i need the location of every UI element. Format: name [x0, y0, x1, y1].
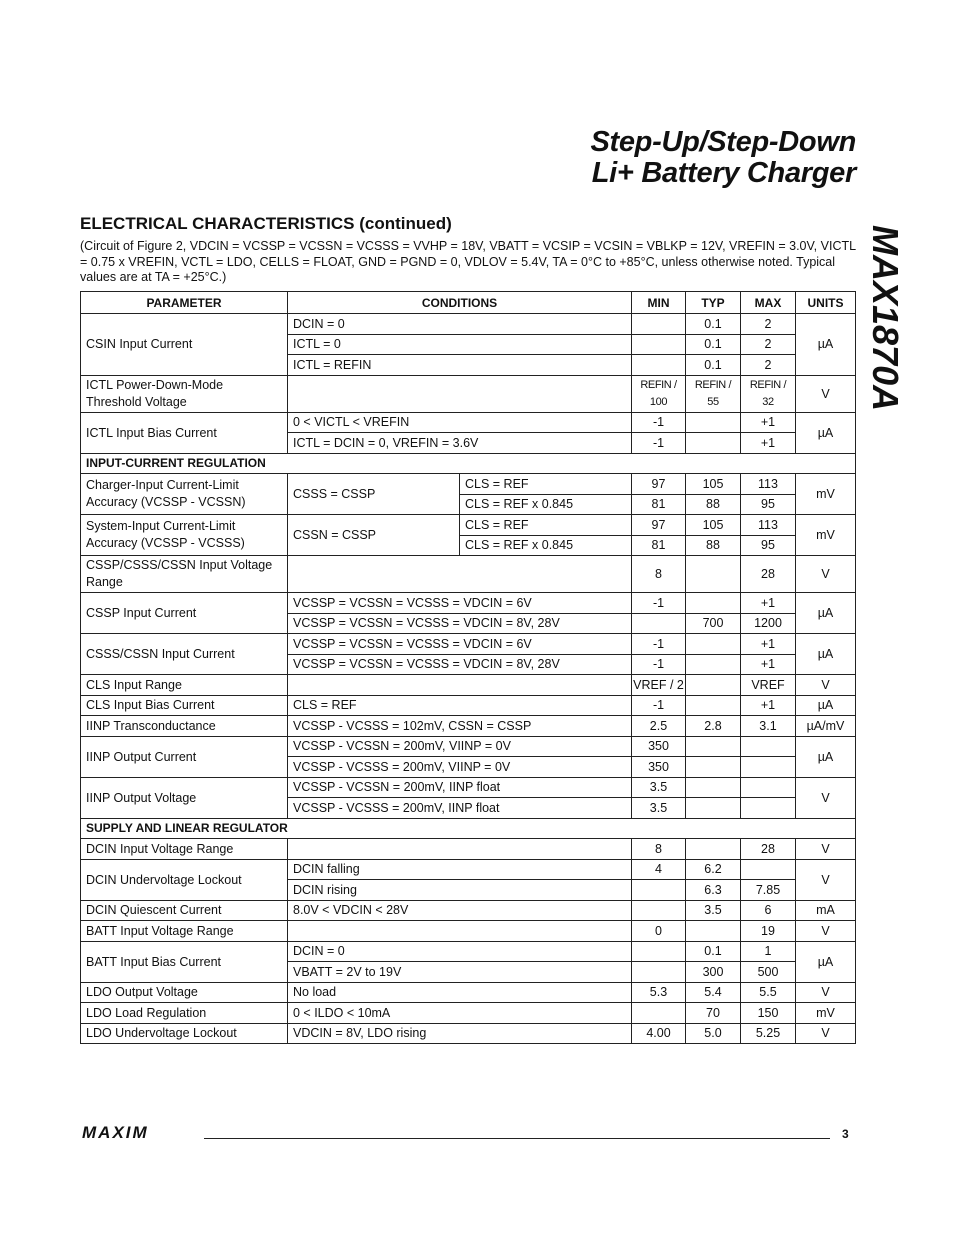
units-cell: V — [796, 859, 856, 900]
max-cell: 7.85 — [741, 880, 796, 901]
condition-cell: VCSSP - VCSSN = 200mV, VIINP = 0V — [288, 736, 632, 757]
table-row — [81, 634, 856, 655]
table-row — [81, 941, 856, 962]
condition-cell — [288, 839, 632, 860]
table-row — [81, 412, 856, 433]
min-cell: 350 — [632, 757, 686, 778]
table-row — [81, 1003, 856, 1024]
max-cell: 6 — [741, 900, 796, 921]
condition-cell: VCSSP - VCSSS = 200mV, IINP float — [288, 798, 632, 819]
value-line: 100 — [649, 395, 668, 408]
value-line: REFIN / — [749, 378, 787, 391]
min-cell: 0 — [632, 921, 686, 942]
units-cell: mV — [796, 515, 856, 556]
title-line-2: Li+ Battery Charger — [591, 157, 856, 189]
maxim-logo — [82, 1124, 192, 1145]
min-cell: VREF / 2 — [632, 675, 686, 696]
param-line: ICTL Power-Down-Mode — [86, 377, 224, 392]
param-cell — [81, 375, 288, 412]
min-cell: -1 — [632, 593, 686, 614]
condition-cell: VCSSP = VCSSN = VCSSS = VDCIN = 6V — [288, 634, 632, 655]
header-conditions: CONDITIONS — [288, 292, 632, 314]
maxim-logo-mark — [82, 1124, 192, 1140]
max-cell — [741, 375, 796, 412]
typ-cell: 300 — [686, 962, 741, 983]
units-cell: V — [796, 839, 856, 860]
condition-cell — [288, 375, 632, 412]
header-row — [81, 292, 856, 314]
min-cell — [632, 355, 686, 376]
min-cell: 97 — [632, 515, 686, 536]
max-cell: +1 — [741, 593, 796, 614]
table-row — [81, 515, 856, 536]
units-cell: V — [796, 982, 856, 1003]
units-cell: V — [796, 921, 856, 942]
typ-cell — [686, 556, 741, 593]
param-cell: CSIN Input Current — [81, 314, 288, 376]
condition-cell: 0 < ILDO < 10mA — [288, 1003, 632, 1024]
min-cell — [632, 375, 686, 412]
units-cell: µA/mV — [796, 716, 856, 737]
condition-cell: CSSS = CSSP — [288, 474, 460, 515]
units-cell: V — [796, 777, 856, 818]
min-cell: 3.5 — [632, 798, 686, 819]
condition-cell: VCSSP = VCSSN = VCSSS = VDCIN = 6V — [288, 593, 632, 614]
header-typ: TYP — [686, 292, 741, 314]
param-line: Threshold Voltage — [86, 394, 187, 409]
table-row — [81, 839, 856, 860]
min-cell: -1 — [632, 695, 686, 716]
max-cell: +1 — [741, 695, 796, 716]
units-cell: mV — [796, 474, 856, 515]
units-cell: µA — [796, 634, 856, 675]
logo-text: MAXIM — [82, 1124, 149, 1140]
condition-cell: CSSN = CSSP — [288, 515, 460, 556]
param-cell: BATT Input Voltage Range — [81, 921, 288, 942]
condition-cell: 0 < VICTL < VREFIN — [288, 412, 632, 433]
header-max: MAX — [741, 292, 796, 314]
param-cell: CLS Input Range — [81, 675, 288, 696]
param-line: System-Input Current-Limit — [86, 519, 236, 533]
param-cell: IINP Output Current — [81, 736, 288, 777]
max-cell: 5.5 — [741, 982, 796, 1003]
subcondition-cell: CLS = REF — [460, 474, 632, 495]
param-cell: DCIN Input Voltage Range — [81, 839, 288, 860]
units-cell: V — [796, 675, 856, 696]
typ-cell — [686, 675, 741, 696]
max-cell: 113 — [741, 474, 796, 495]
max-cell: 28 — [741, 839, 796, 860]
min-cell — [632, 314, 686, 335]
param-cell — [81, 556, 288, 593]
param-line: Accuracy (VCSSP - VCSSN) — [86, 495, 246, 509]
max-cell — [741, 859, 796, 880]
table-row — [81, 556, 856, 593]
min-cell — [632, 613, 686, 634]
condition-cell: VBATT = 2V to 19V — [288, 962, 632, 983]
subcondition-cell: CLS = REF x 0.845 — [460, 535, 632, 556]
table-row — [81, 982, 856, 1003]
max-cell: 28 — [741, 556, 796, 593]
min-cell: 81 — [632, 494, 686, 515]
min-cell: -1 — [632, 433, 686, 454]
condition-cell: DCIN rising — [288, 880, 632, 901]
typ-cell — [686, 921, 741, 942]
param-cell: IINP Output Voltage — [81, 777, 288, 818]
param-cell: LDO Load Regulation — [81, 1003, 288, 1024]
min-cell: 8 — [632, 839, 686, 860]
value-line: 32 — [762, 395, 774, 408]
condition-cell: CLS = REF — [288, 695, 632, 716]
condition-cell: VCSSP - VCSSS = 200mV, VIINP = 0V — [288, 757, 632, 778]
max-cell: +1 — [741, 634, 796, 655]
typ-cell: 88 — [686, 494, 741, 515]
param-line: Accuracy (VCSSP - VCSSS) — [86, 536, 245, 550]
param-cell: DCIN Quiescent Current — [81, 900, 288, 921]
typ-cell — [686, 593, 741, 614]
units-cell: V — [796, 1023, 856, 1044]
typ-cell — [686, 695, 741, 716]
typ-cell: 70 — [686, 1003, 741, 1024]
condition-cell: DCIN falling — [288, 859, 632, 880]
header-min: MIN — [632, 292, 686, 314]
min-cell — [632, 1003, 686, 1024]
max-cell: +1 — [741, 654, 796, 675]
table-row — [81, 921, 856, 942]
typ-cell — [686, 839, 741, 860]
section-heading: ELECTRICAL CHARACTERISTICS (continued) — [80, 214, 452, 233]
table-row — [81, 695, 856, 716]
typ-cell: 88 — [686, 535, 741, 556]
typ-cell: 700 — [686, 613, 741, 634]
typ-cell — [686, 736, 741, 757]
typ-cell: 105 — [686, 515, 741, 536]
max-cell: VREF — [741, 675, 796, 696]
condition-cell: 8.0V < VDCIN < 28V — [288, 900, 632, 921]
condition-cell: ICTL = DCIN = 0, VREFIN = 3.6V — [288, 433, 632, 454]
param-line: Range — [86, 575, 123, 589]
max-cell: +1 — [741, 412, 796, 433]
units-cell: mV — [796, 1003, 856, 1024]
typ-cell — [686, 375, 741, 412]
param-line: CSSP/CSSS/CSSN Input Voltage — [86, 558, 273, 572]
condition-cell: DCIN = 0 — [288, 314, 632, 335]
table-row — [81, 375, 856, 412]
section-row — [81, 818, 856, 839]
min-cell — [632, 962, 686, 983]
param-cell: DCIN Undervoltage Lockout — [81, 859, 288, 900]
condition-cell: VCSSP - VCSSS = 102mV, CSSN = CSSP — [288, 716, 632, 737]
max-cell: 1 — [741, 941, 796, 962]
max-cell: 19 — [741, 921, 796, 942]
typ-cell: 6.3 — [686, 880, 741, 901]
condition-cell — [288, 556, 632, 593]
typ-cell — [686, 412, 741, 433]
param-line: Charger-Input Current-Limit — [86, 478, 239, 492]
max-cell: 113 — [741, 515, 796, 536]
typ-cell — [686, 634, 741, 655]
param-cell: CLS Input Bias Current — [81, 695, 288, 716]
units-cell: µA — [796, 941, 856, 982]
param-cell: IINP Transconductance — [81, 716, 288, 737]
condition-cell: No load — [288, 982, 632, 1003]
units-cell: µA — [796, 314, 856, 376]
subcondition-cell: CLS = REF x 0.845 — [460, 494, 632, 515]
typ-cell — [686, 757, 741, 778]
table-row — [81, 1023, 856, 1044]
value-line: REFIN / — [640, 378, 677, 391]
max-cell — [741, 736, 796, 757]
typ-cell — [686, 777, 741, 798]
title-line-1: Step-Up/Step-Down — [590, 126, 856, 158]
typ-cell — [686, 433, 741, 454]
typ-cell: 3.5 — [686, 900, 741, 921]
min-cell — [632, 941, 686, 962]
param-cell: CSSS/CSSN Input Current — [81, 634, 288, 675]
max-cell: 150 — [741, 1003, 796, 1024]
param-cell: LDO Undervoltage Lockout — [81, 1023, 288, 1044]
table-row — [81, 859, 856, 880]
typ-cell: 6.2 — [686, 859, 741, 880]
page-number: 3 — [842, 1127, 849, 1141]
document-title — [590, 127, 856, 189]
typ-cell: 0.1 — [686, 334, 741, 355]
table-row — [81, 736, 856, 757]
header-units: UNITS — [796, 292, 856, 314]
param-cell — [81, 515, 288, 556]
param-cell: ICTL Input Bias Current — [81, 412, 288, 453]
min-cell: 350 — [632, 736, 686, 757]
min-cell — [632, 900, 686, 921]
table-row — [81, 777, 856, 798]
min-cell — [632, 880, 686, 901]
footer-rule — [204, 1138, 830, 1139]
typ-cell: 0.1 — [686, 941, 741, 962]
condition-cell — [288, 675, 632, 696]
max-cell: 2 — [741, 355, 796, 376]
units-cell: mA — [796, 900, 856, 921]
param-cell: CSSP Input Current — [81, 593, 288, 634]
electrical-characteristics-table — [80, 291, 856, 1044]
typ-cell — [686, 654, 741, 675]
typ-cell: 0.1 — [686, 314, 741, 335]
min-cell: 4.00 — [632, 1023, 686, 1044]
table-row — [81, 675, 856, 696]
condition-cell: VDCIN = 8V, LDO rising — [288, 1023, 632, 1044]
max-cell — [741, 757, 796, 778]
typ-cell — [686, 798, 741, 819]
param-cell — [81, 474, 288, 515]
min-cell: 2.5 — [632, 716, 686, 737]
section-title: SUPPLY AND LINEAR REGULATOR — [81, 818, 856, 839]
min-cell — [632, 334, 686, 355]
min-cell: -1 — [632, 654, 686, 675]
table-row — [81, 900, 856, 921]
min-cell: 4 — [632, 859, 686, 880]
typ-cell: 5.4 — [686, 982, 741, 1003]
section-row — [81, 453, 856, 474]
min-cell: -1 — [632, 634, 686, 655]
typ-cell: 0.1 — [686, 355, 741, 376]
max-cell: 95 — [741, 494, 796, 515]
subcondition-cell: CLS = REF — [460, 515, 632, 536]
units-cell: µA — [796, 412, 856, 453]
section-title: INPUT-CURRENT REGULATION — [81, 453, 856, 474]
typ-cell: 105 — [686, 474, 741, 495]
min-cell: -1 — [632, 412, 686, 433]
param-cell: BATT Input Bias Current — [81, 941, 288, 982]
units-cell: V — [796, 375, 856, 412]
max-cell: 95 — [741, 535, 796, 556]
table-row — [81, 314, 856, 335]
units-cell: µA — [796, 736, 856, 777]
units-cell: µA — [796, 593, 856, 634]
table-row — [81, 474, 856, 495]
condition-cell — [288, 921, 632, 942]
max-cell: 5.25 — [741, 1023, 796, 1044]
max-cell — [741, 777, 796, 798]
max-cell: 1200 — [741, 613, 796, 634]
typ-cell: 2.8 — [686, 716, 741, 737]
table-row — [81, 716, 856, 737]
condition-cell: ICTL = REFIN — [288, 355, 632, 376]
units-cell: µA — [796, 695, 856, 716]
max-cell: +1 — [741, 433, 796, 454]
test-conditions: (Circuit of Figure 2, VDCIN = VCSSP = VCSSN = VCSSS = VVHP = 18V, VBATT = VCSIP = VCSIN = VBLKP = 12V, VREFIN = 3.0V, VICTL = 0.75 x VREFIN, VCTL = LDO, CELLS = FLOAT, GND = PGND = 0, VDLOV = 5.4V, TA = 0°C to +85°C, unless otherwise noted. Typical values are at TA = +25°C.) — [80, 239, 856, 284]
min-cell: 8 — [632, 556, 686, 593]
value-line: REFIN / — [694, 378, 732, 391]
typ-cell: 5.0 — [686, 1023, 741, 1044]
max-cell: 2 — [741, 314, 796, 335]
condition-cell: ICTL = 0 — [288, 334, 632, 355]
min-cell: 5.3 — [632, 982, 686, 1003]
part-number-label: MAX1870A — [865, 225, 906, 412]
min-cell: 3.5 — [632, 777, 686, 798]
table-row — [81, 593, 856, 614]
min-cell: 97 — [632, 474, 686, 495]
param-cell: LDO Output Voltage — [81, 982, 288, 1003]
condition-cell: VCSSP = VCSSN = VCSSS = VDCIN = 8V, 28V — [288, 654, 632, 675]
side-part-number — [865, 225, 906, 412]
max-cell — [741, 798, 796, 819]
max-cell: 3.1 — [741, 716, 796, 737]
condition-cell: DCIN = 0 — [288, 941, 632, 962]
condition-cell: VCSSP - VCSSN = 200mV, IINP float — [288, 777, 632, 798]
units-cell: V — [796, 556, 856, 593]
condition-cell: VCSSP = VCSSN = VCSSS = VDCIN = 8V, 28V — [288, 613, 632, 634]
value-line: 55 — [707, 395, 719, 408]
header-parameter: PARAMETER — [81, 292, 288, 314]
max-cell: 500 — [741, 962, 796, 983]
min-cell: 81 — [632, 535, 686, 556]
max-cell: 2 — [741, 334, 796, 355]
